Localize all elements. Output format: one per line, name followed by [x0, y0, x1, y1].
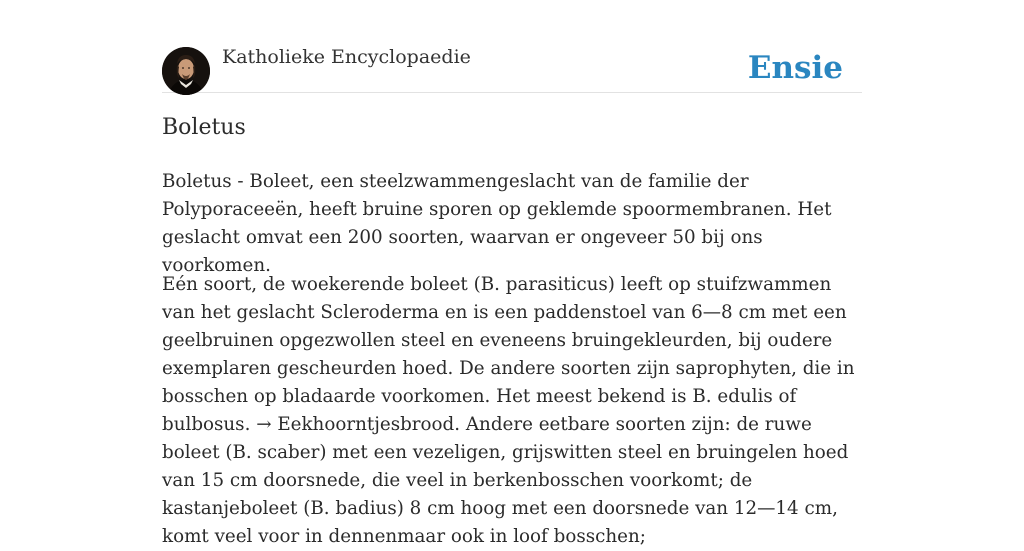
article-paragraph-2: Eén soort, de woekerende boleet (B. parasiticus) leeft op stuifzwammen van het geslacht Scleroderma en is een paddenstoel van 6—8 cm met een geelbruinen opgezwollen steel en eveneens bruingekleurden, bij oudere exemplaren gescheurden hoed. De andere soorten zijn saprophyten, die in bosschen op bladaarde voorkomen. Het meest bekend is B. edulis of bulbosus. → Eekhoorntjesbrood. Andere eetbare soorten zijn: de ruwe boleet (B. scaber) met een vezeligen, grijswitten steel en bruingelen hoed van 15 cm doorsnede, die veel in berkenbosschen voorkomt; de kastanjeboleet (B. badius) 8 cm hoog met een doorsnede van 12—14 cm, komt veel voor in dennenmaar ook in loof bosschen; — [162, 274, 855, 547]
site-name[interactable]: Katholieke Encyclopaedie — [222, 46, 471, 68]
page-title: Boletus — [162, 115, 246, 140]
article-paragraph-1: Boletus - Boleet, een steelzwammengeslacht van de familie der Polyporaceeën, heeft bruine sporen op geklemde spoormembranen. Het geslacht omvat een 200 soorten, waarvan er ongeveer 50 bij ons voorkomen. — [162, 171, 832, 276]
page — [162, 0, 862, 547]
site-header — [162, 0, 862, 93]
avatar[interactable] — [162, 47, 210, 95]
brand-logo[interactable]: Ensie — [747, 50, 843, 86]
portrait-avatar-image — [162, 47, 210, 95]
